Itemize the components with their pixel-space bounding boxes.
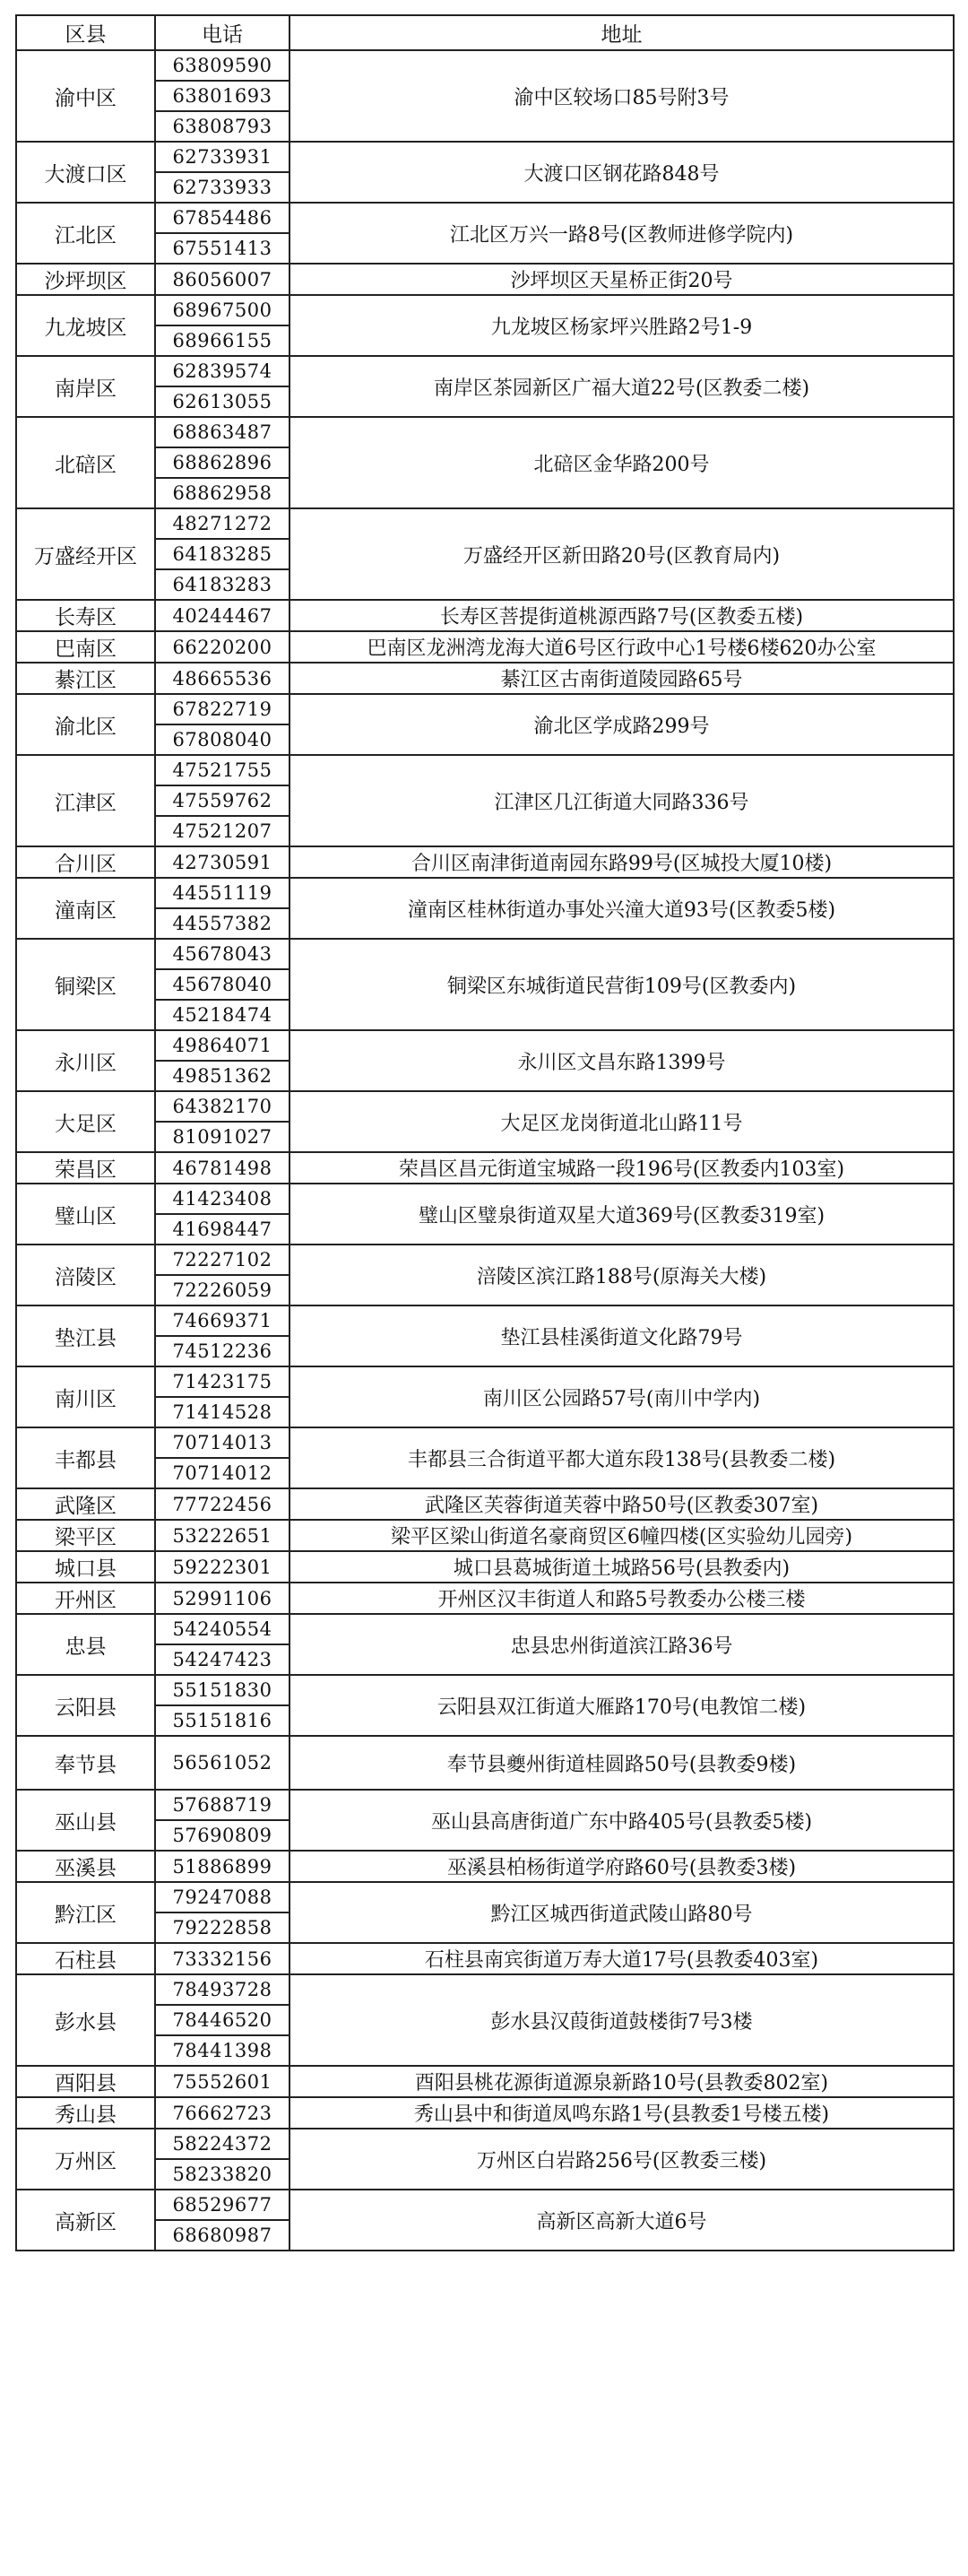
district-cell: 奉节县 <box>16 1736 155 1790</box>
district-cell: 忠县 <box>16 1614 155 1675</box>
district-cell: 秀山县 <box>16 2097 155 2129</box>
phone-cell: 47521207 <box>155 816 290 846</box>
address-cell: 江北区万兴一路8号(区教师进修学院内) <box>290 203 954 264</box>
header-phone: 电话 <box>155 15 290 50</box>
phone-cell: 44551119 <box>155 878 290 908</box>
phone-cell: 68967500 <box>155 295 290 325</box>
address-cell: 武隆区芙蓉街道芙蓉中路50号(区教委307室) <box>290 1488 954 1520</box>
phone-cell: 71423175 <box>155 1366 290 1397</box>
district-cell: 铜梁区 <box>16 939 155 1030</box>
district-cell: 永川区 <box>16 1030 155 1091</box>
phone-cell: 77722456 <box>155 1488 290 1520</box>
phone-cell: 44557382 <box>155 908 290 939</box>
district-cell: 开州区 <box>16 1583 155 1614</box>
phone-cell: 51886899 <box>155 1851 290 1882</box>
address-cell: 高新区高新大道6号 <box>290 2190 954 2251</box>
table-row <box>16 1943 954 1974</box>
phone-cell: 40244467 <box>155 600 290 631</box>
phone-cell: 68966155 <box>155 325 290 356</box>
phone-cell: 64183285 <box>155 539 290 569</box>
district-cell: 长寿区 <box>16 600 155 631</box>
table-row <box>16 1366 954 1397</box>
district-cell: 大渡口区 <box>16 142 155 203</box>
phone-cell: 67551413 <box>155 233 290 264</box>
district-cell: 渝中区 <box>16 50 155 142</box>
phone-cell: 57690809 <box>155 1820 290 1851</box>
phone-cell: 68863487 <box>155 417 290 447</box>
phone-cell: 48665536 <box>155 663 290 694</box>
address-cell: 丰都县三合街道平都大道东段138号(县教委二楼) <box>290 1427 954 1488</box>
table-row <box>16 1427 954 1458</box>
phone-cell: 52991106 <box>155 1583 290 1614</box>
table-row <box>16 1583 954 1614</box>
district-cell: 万盛经开区 <box>16 508 155 600</box>
phone-cell: 74512236 <box>155 1336 290 1366</box>
phone-cell: 46781498 <box>155 1152 290 1184</box>
phone-cell: 45678040 <box>155 969 290 1000</box>
address-cell: 九龙坡区杨家坪兴胜路2号1-9 <box>290 295 954 356</box>
address-cell: 合川区南津街道南园东路99号(区城投大厦10楼) <box>290 846 954 878</box>
district-cell: 大足区 <box>16 1091 155 1152</box>
table-row <box>16 50 954 81</box>
address-cell: 巫山县高唐街道广东中路405号(县教委5楼) <box>290 1790 954 1851</box>
phone-cell: 64183283 <box>155 569 290 600</box>
table-row <box>16 2097 954 2129</box>
table-row <box>16 295 954 325</box>
phone-cell: 78493728 <box>155 1974 290 2005</box>
address-cell: 涪陵区滨江路188号(原海关大楼) <box>290 1245 954 1305</box>
address-cell: 渝中区较场口85号附3号 <box>290 50 954 142</box>
table-row <box>16 1091 954 1122</box>
address-cell: 垫江县桂溪街道文化路79号 <box>290 1305 954 1366</box>
address-cell: 彭水县汉葭街道鼓楼街7号3楼 <box>290 1974 954 2066</box>
phone-cell: 63808793 <box>155 111 290 142</box>
phone-cell: 71414528 <box>155 1397 290 1427</box>
table-row <box>16 1488 954 1520</box>
table-row <box>16 1152 954 1184</box>
phone-cell: 72226059 <box>155 1275 290 1305</box>
phone-cell: 62613055 <box>155 386 290 417</box>
district-cell: 潼南区 <box>16 878 155 939</box>
district-cell: 南川区 <box>16 1366 155 1427</box>
table-row <box>16 1790 954 1820</box>
header-district: 区县 <box>16 15 155 50</box>
phone-cell: 79247088 <box>155 1882 290 1912</box>
phone-cell: 67808040 <box>155 724 290 755</box>
address-cell: 綦江区古南街道陵园路65号 <box>290 663 954 694</box>
address-cell: 南川区公园路57号(南川中学内) <box>290 1366 954 1427</box>
district-cell: 垫江县 <box>16 1305 155 1366</box>
table-row <box>16 1245 954 1275</box>
district-cell: 荣昌区 <box>16 1152 155 1184</box>
address-cell: 巴南区龙洲湾龙海大道6号区行政中心1号楼6楼620办公室 <box>290 631 954 663</box>
district-cell: 巫溪县 <box>16 1851 155 1882</box>
phone-cell: 54240554 <box>155 1614 290 1644</box>
address-cell: 江津区几江街道大同路336号 <box>290 755 954 846</box>
address-cell: 城口县葛城街道土城路56号(县教委内) <box>290 1551 954 1583</box>
phone-cell: 54247423 <box>155 1644 290 1675</box>
table-row <box>16 1551 954 1583</box>
table-row <box>16 1030 954 1061</box>
phone-cell: 45678043 <box>155 939 290 969</box>
table-row <box>16 1305 954 1336</box>
table-row <box>16 2129 954 2159</box>
address-cell: 南岸区茶园新区广福大道22号(区教委二楼) <box>290 356 954 417</box>
phone-cell: 62839574 <box>155 356 290 386</box>
phone-cell: 76662723 <box>155 2097 290 2129</box>
address-cell: 潼南区桂林街道办事处兴潼大道93号(区教委5楼) <box>290 878 954 939</box>
district-cell: 綦江区 <box>16 663 155 694</box>
table-row <box>16 846 954 878</box>
district-cell: 涪陵区 <box>16 1245 155 1305</box>
district-cell: 黔江区 <box>16 1882 155 1943</box>
address-cell: 大渡口区钢花路848号 <box>290 142 954 203</box>
phone-cell: 56561052 <box>155 1736 290 1790</box>
phone-cell: 41698447 <box>155 1214 290 1245</box>
address-cell: 梁平区梁山街道名豪商贸区6幢四楼(区实验幼儿园旁) <box>290 1520 954 1551</box>
district-cell: 武隆区 <box>16 1488 155 1520</box>
phone-cell: 59222301 <box>155 1551 290 1583</box>
table-body <box>16 50 954 2251</box>
address-cell: 沙坪坝区天星桥正街20号 <box>290 264 954 295</box>
district-cell: 北碚区 <box>16 417 155 508</box>
phone-cell: 45218474 <box>155 1000 290 1030</box>
phone-cell: 64382170 <box>155 1091 290 1122</box>
phone-cell: 75552601 <box>155 2066 290 2097</box>
header-address: 地址 <box>290 15 954 50</box>
table-row <box>16 939 954 969</box>
header-row <box>16 15 954 50</box>
phone-cell: 81091027 <box>155 1122 290 1152</box>
table-row <box>16 1675 954 1705</box>
table-row <box>16 1614 954 1644</box>
table-row <box>16 264 954 295</box>
table-row <box>16 878 954 908</box>
district-cell: 合川区 <box>16 846 155 878</box>
phone-cell: 86056007 <box>155 264 290 295</box>
phone-cell: 55151816 <box>155 1705 290 1736</box>
address-cell: 铜梁区东城街道民营街109号(区教委内) <box>290 939 954 1030</box>
table-row <box>16 2190 954 2220</box>
table-row <box>16 2066 954 2097</box>
district-cell: 彭水县 <box>16 1974 155 2066</box>
phone-cell: 53222651 <box>155 1520 290 1551</box>
phone-cell: 41423408 <box>155 1184 290 1214</box>
phone-cell: 68862896 <box>155 447 290 478</box>
phone-cell: 68529677 <box>155 2190 290 2220</box>
phone-cell: 62733933 <box>155 172 290 203</box>
address-cell: 开州区汉丰街道人和路5号教委办公楼三楼 <box>290 1583 954 1614</box>
phone-cell: 48271272 <box>155 508 290 539</box>
address-cell: 酉阳县桃花源街道源泉新路10号(县教委802室) <box>290 2066 954 2097</box>
phone-cell: 67854486 <box>155 203 290 233</box>
district-cell: 巴南区 <box>16 631 155 663</box>
phone-cell: 49851362 <box>155 1061 290 1091</box>
address-cell: 万州区白岩路256号(区教委三楼) <box>290 2129 954 2190</box>
table-row <box>16 142 954 172</box>
address-cell: 忠县忠州街道滨江路36号 <box>290 1614 954 1675</box>
phone-cell: 49864071 <box>155 1030 290 1061</box>
phone-cell: 47559762 <box>155 785 290 816</box>
phone-cell: 78441398 <box>155 2035 290 2066</box>
table-row <box>16 1851 954 1882</box>
table-row <box>16 508 954 539</box>
district-cell: 南岸区 <box>16 356 155 417</box>
address-cell: 奉节县夔州街道桂圆路50号(县教委9楼) <box>290 1736 954 1790</box>
phone-cell: 73332156 <box>155 1943 290 1974</box>
phone-cell: 74669371 <box>155 1305 290 1336</box>
table-row <box>16 694 954 724</box>
district-cell: 城口县 <box>16 1551 155 1583</box>
phone-cell: 63809590 <box>155 50 290 81</box>
address-cell: 渝北区学成路299号 <box>290 694 954 755</box>
address-cell: 云阳县双江街道大雁路170号(电教馆二楼) <box>290 1675 954 1736</box>
address-cell: 万盛经开区新田路20号(区教育局内) <box>290 508 954 600</box>
district-cell: 高新区 <box>16 2190 155 2251</box>
address-cell: 秀山县中和街道凤鸣东路1号(县教委1号楼五楼) <box>290 2097 954 2129</box>
phone-cell: 58233820 <box>155 2159 290 2190</box>
table-row <box>16 1520 954 1551</box>
table-row <box>16 203 954 233</box>
table-row <box>16 1882 954 1912</box>
table-row <box>16 1736 954 1790</box>
table-row <box>16 1974 954 2005</box>
phone-cell: 72227102 <box>155 1245 290 1275</box>
table-row <box>16 356 954 386</box>
address-cell: 永川区文昌东路1399号 <box>290 1030 954 1091</box>
table-row <box>16 600 954 631</box>
district-cell: 酉阳县 <box>16 2066 155 2097</box>
district-cell: 渝北区 <box>16 694 155 755</box>
address-cell: 荣昌区昌元街道宝城路一段196号(区教委内103室) <box>290 1152 954 1184</box>
phone-cell: 42730591 <box>155 846 290 878</box>
district-cell: 沙坪坝区 <box>16 264 155 295</box>
phone-cell: 67822719 <box>155 694 290 724</box>
district-cell: 九龙坡区 <box>16 295 155 356</box>
phone-cell: 68862958 <box>155 478 290 508</box>
district-cell: 江北区 <box>16 203 155 264</box>
table-row <box>16 755 954 785</box>
phone-cell: 62733931 <box>155 142 290 172</box>
district-cell: 云阳县 <box>16 1675 155 1736</box>
phone-cell: 55151830 <box>155 1675 290 1705</box>
district-cell: 璧山区 <box>16 1184 155 1245</box>
address-cell: 璧山区璧泉街道双星大道369号(区教委319室) <box>290 1184 954 1245</box>
district-cell: 江津区 <box>16 755 155 846</box>
address-cell: 黔江区城西街道武陵山路80号 <box>290 1882 954 1943</box>
phone-cell: 70714013 <box>155 1427 290 1458</box>
phone-cell: 63801693 <box>155 81 290 111</box>
address-cell: 北碚区金华路200号 <box>290 417 954 508</box>
district-cell: 巫山县 <box>16 1790 155 1851</box>
contact-table <box>15 14 955 2251</box>
phone-cell: 57688719 <box>155 1790 290 1820</box>
district-cell: 梁平区 <box>16 1520 155 1551</box>
table-row <box>16 631 954 663</box>
address-cell: 长寿区菩提街道桃源西路7号(区教委五楼) <box>290 600 954 631</box>
table-row <box>16 663 954 694</box>
address-cell: 大足区龙岗街道北山路11号 <box>290 1091 954 1152</box>
district-cell: 万州区 <box>16 2129 155 2190</box>
address-cell: 石柱县南宾街道万寿大道17号(县教委403室) <box>290 1943 954 1974</box>
phone-cell: 66220200 <box>155 631 290 663</box>
phone-cell: 78446520 <box>155 2005 290 2035</box>
phone-cell: 58224372 <box>155 2129 290 2159</box>
address-cell: 巫溪县柏杨街道学府路60号(县教委3楼) <box>290 1851 954 1882</box>
table-row <box>16 1184 954 1214</box>
phone-cell: 79222858 <box>155 1912 290 1943</box>
phone-cell: 47521755 <box>155 755 290 785</box>
table-row <box>16 417 954 447</box>
phone-cell: 68680987 <box>155 2220 290 2251</box>
district-cell: 石柱县 <box>16 1943 155 1974</box>
district-cell: 丰都县 <box>16 1427 155 1488</box>
phone-cell: 70714012 <box>155 1458 290 1488</box>
